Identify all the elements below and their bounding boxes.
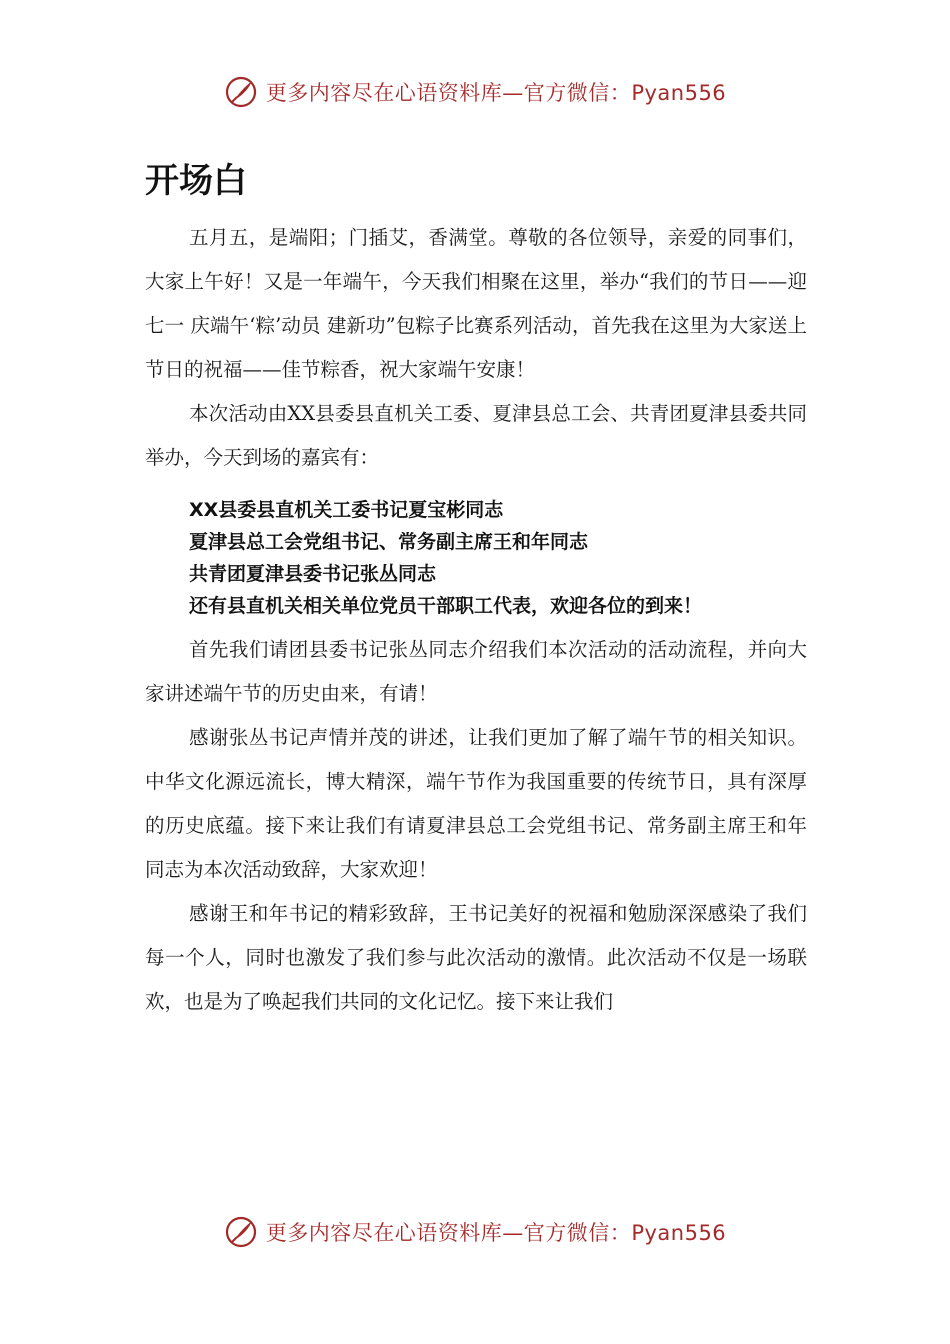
- guest-list: [145, 494, 807, 622]
- quill-pen-icon: [224, 1215, 258, 1249]
- paragraph: 感谢王和年书记的精彩致辞，王书记美好的祝福和勉励深深感染了我们每一个人，同时也激发了我们参与此次活动的激情。此次活动不仅是一场联欢，也是为了唤起我们共同的文化记忆。接下来让我们: [145, 902, 807, 1013]
- wechat-id: Pyan556: [631, 81, 727, 105]
- wechat-id: Pyan556: [631, 1221, 727, 1245]
- paragraph: 本次活动由XX县委县直机关工委、夏津县总工会、共青团夏津县委共同举办，今天到场的嘉宾有：: [145, 402, 807, 469]
- paragraph: 五月五，是端阳；门插艾，香满堂。尊敬的各位领导，亲爱的同事们，大家上午好！又是一年端午，今天我们相聚在这里，举办“我们的节日——迎七一 庆端午‘粽’动员 建新功”包粽子比赛系列活动，首先我在这里为大家送上节日的祝福——佳节粽香，祝大家端午安康！: [145, 226, 807, 381]
- footer-banner: [0, 1212, 950, 1252]
- document-body: [145, 216, 807, 1024]
- guest-item: 共青团夏津县委书记张丛同志: [189, 563, 437, 585]
- quill-pen-icon: [224, 75, 258, 109]
- paragraph: 首先我们请团县委书记张丛同志介绍我们本次活动的活动流程，并向大家讲述端午节的历史由来，有请！: [145, 638, 807, 705]
- guest-item: XX县委县直机关工委书记夏宝彬同志: [189, 499, 504, 521]
- header-banner: [0, 72, 950, 112]
- guest-item: 还有县直机关相关单位党员干部职工代表，欢迎各位的到来！: [189, 595, 703, 617]
- page-title: 开场白: [145, 161, 247, 201]
- paragraph: 感谢张丛书记声情并茂的讲述，让我们更加了解了端午节的相关知识。中华文化源远流长，博大精深，端午节作为我国重要的传统节日，具有深厚的历史底蕴。接下来让我们有请夏津县总工会党组书记、常务副主席王和年同志为本次活动致辞，大家欢迎！: [145, 726, 807, 881]
- guest-item: 夏津县总工会党组书记、常务副主席王和年同志: [189, 531, 589, 553]
- banner-text: 更多内容尽在心语资料库—官方微信：Pyan556: [265, 81, 727, 105]
- banner-text: 更多内容尽在心语资料库—官方微信：Pyan556: [265, 1221, 727, 1245]
